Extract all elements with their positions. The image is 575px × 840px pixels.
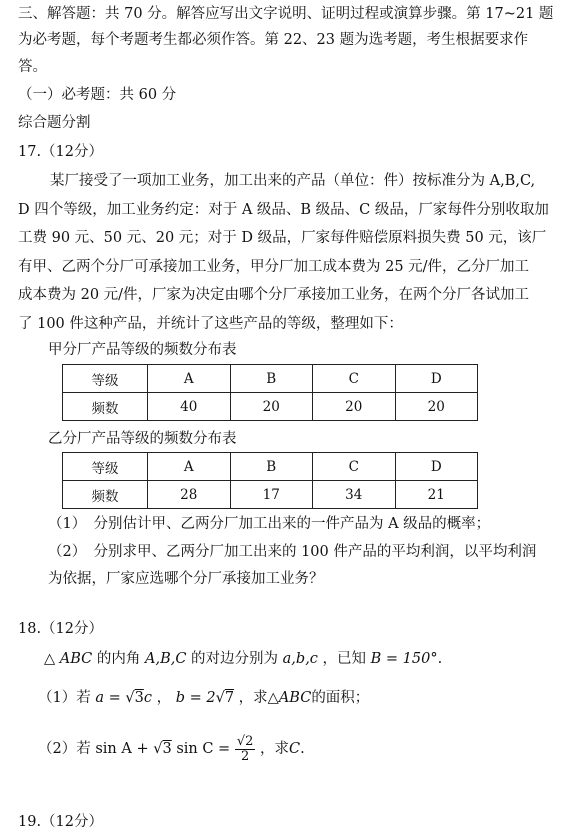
part1-sqrt3: 3: [134, 690, 144, 706]
q18-stem: [44, 648, 563, 670]
table-b: [62, 452, 478, 509]
part1-b-eq: b = 2: [175, 690, 216, 706]
part1-end: 的面积；: [311, 690, 370, 706]
table-b-header-cell: 等级: [63, 453, 148, 481]
table-a: [62, 364, 478, 421]
table-a-header-cell: B: [230, 365, 313, 393]
part1-sep: ，: [156, 690, 172, 706]
table-b-cell: 21: [395, 481, 478, 509]
section-heading-line1: 三、解答题：共 70 分。解答应写出文字说明、证明过程或演算步骤。第 17~21 题: [18, 6, 554, 22]
stem-text: 的内角: [96, 651, 141, 667]
table-a-cell: 频数: [63, 393, 148, 421]
table-b-cell: 34: [313, 481, 396, 509]
table-b-caption: 乙分厂产品等级的频数分布表: [48, 431, 237, 447]
table-a-header-cell: 等级: [63, 365, 148, 393]
part2-ask: ，求: [259, 741, 289, 757]
table-b-cell: 17: [230, 481, 313, 509]
part1-ask: ，求△: [238, 690, 279, 706]
part2-label: （2）若: [38, 741, 91, 757]
q17-sub2-line1: （2） 分别求甲、乙两分厂加工出来的 100 件产品的平均利润，以平均利润: [48, 544, 537, 560]
fraction-denominator: 2: [240, 748, 250, 764]
table-a-header-cell: C: [313, 365, 396, 393]
table-b-header-cell: B: [230, 453, 313, 481]
table-a-cell: 20: [230, 393, 313, 421]
fraction-numerator: √2: [236, 733, 254, 749]
sqrt-sign: √: [125, 690, 135, 706]
part1-a-eq: a =: [95, 690, 121, 706]
part2-C: C: [288, 741, 301, 757]
sqrt-sign: √: [153, 741, 163, 757]
table-b-cell: 频数: [63, 481, 148, 509]
part1-abc: ABC: [278, 690, 312, 706]
q17-number: 17.（12分）: [18, 144, 104, 160]
table-b-header-cell: D: [395, 453, 478, 481]
section-heading-line2: 为必考题，每个考题考生都必须作答。第 22、23 题为选考题，考生根据要求作: [18, 32, 529, 48]
part2-fraction: [235, 735, 256, 764]
stem-end: .: [437, 651, 443, 667]
part1-c: c: [143, 690, 152, 706]
q18-part2: [38, 734, 563, 764]
table-b-header-cell: C: [313, 453, 396, 481]
q17-para-line5: 成本费为 20 元/件，厂家为决定由哪个分厂承接加工业务，在两个分厂各试加工: [18, 287, 530, 303]
q17-sub2-line2: 为依据，厂家应选哪个分厂承接加工业务？: [48, 571, 324, 587]
q18-number: 18.（12分）: [18, 621, 104, 637]
table-b-header-row: [63, 453, 478, 481]
section-subheading: （一）必考题：共 60 分: [18, 87, 177, 103]
stem-text: 的对边分别为: [191, 651, 279, 667]
table-a-header-cell: D: [395, 365, 478, 393]
q19-number: 19.（12分）: [18, 814, 104, 830]
q17-para-line4: 有甲、乙两个分厂可承接加工业务，甲分厂加工成本费为 25 元/件，乙分厂加工: [18, 259, 530, 275]
table-a-caption: 甲分厂产品等级的频数分布表: [48, 342, 237, 358]
part2-sqrt3: 3: [162, 741, 172, 757]
table-b-cell: 28: [148, 481, 231, 509]
q17-para-line2: D 四个等级，加工业务约定：对于 A 级品、B 级品、C 级品，厂家每件分别收取加: [18, 202, 549, 218]
table-a-cell: 40: [148, 393, 231, 421]
stem-sides: a,b,c: [282, 651, 318, 667]
stem-text: ，已知: [322, 651, 367, 667]
q17-para-line6: 了 100 件这种产品，并统计了这些产品的等级，整理如下：: [18, 316, 403, 332]
table-a-cell: 20: [313, 393, 396, 421]
part1-sqrt7: 7: [224, 690, 235, 706]
section-heading-line3: 答。: [18, 59, 47, 75]
part2-expr1: sin A +: [95, 741, 149, 757]
q17-para-line3: 工费 90 元、50 元、20 元；对于 D 级品，厂家每件赔偿原料损失费 50 元，该厂: [18, 230, 547, 246]
triangle-symbol: △: [44, 651, 56, 667]
table-b-header-cell: A: [148, 453, 231, 481]
table-a-header-cell: A: [148, 365, 231, 393]
part2-end: .: [300, 741, 305, 757]
split-label: 综合题分割: [18, 115, 91, 131]
q17-sub1: （1） 分别估计甲、乙两分厂加工出来的一件产品为 A 级品的概率；: [48, 516, 491, 532]
table-a-header-row: [63, 365, 478, 393]
triangle-name: ABC: [59, 651, 93, 667]
table-b-data-row: [63, 481, 478, 509]
part2-expr2: sin C =: [176, 741, 231, 757]
table-a-data-row: [63, 393, 478, 421]
q18-part1: [38, 687, 563, 709]
stem-condition: B = 150°: [370, 651, 438, 667]
sqrt-sign: √: [215, 690, 225, 706]
q17-para-line1: 某厂接受了一项加工业务，加工出来的产品（单位：件）按标准分为 A,B,C,: [50, 173, 536, 189]
table-a-cell: 20: [395, 393, 478, 421]
stem-angles: A,B,C: [144, 651, 187, 667]
part1-label: （1）若: [38, 690, 91, 706]
